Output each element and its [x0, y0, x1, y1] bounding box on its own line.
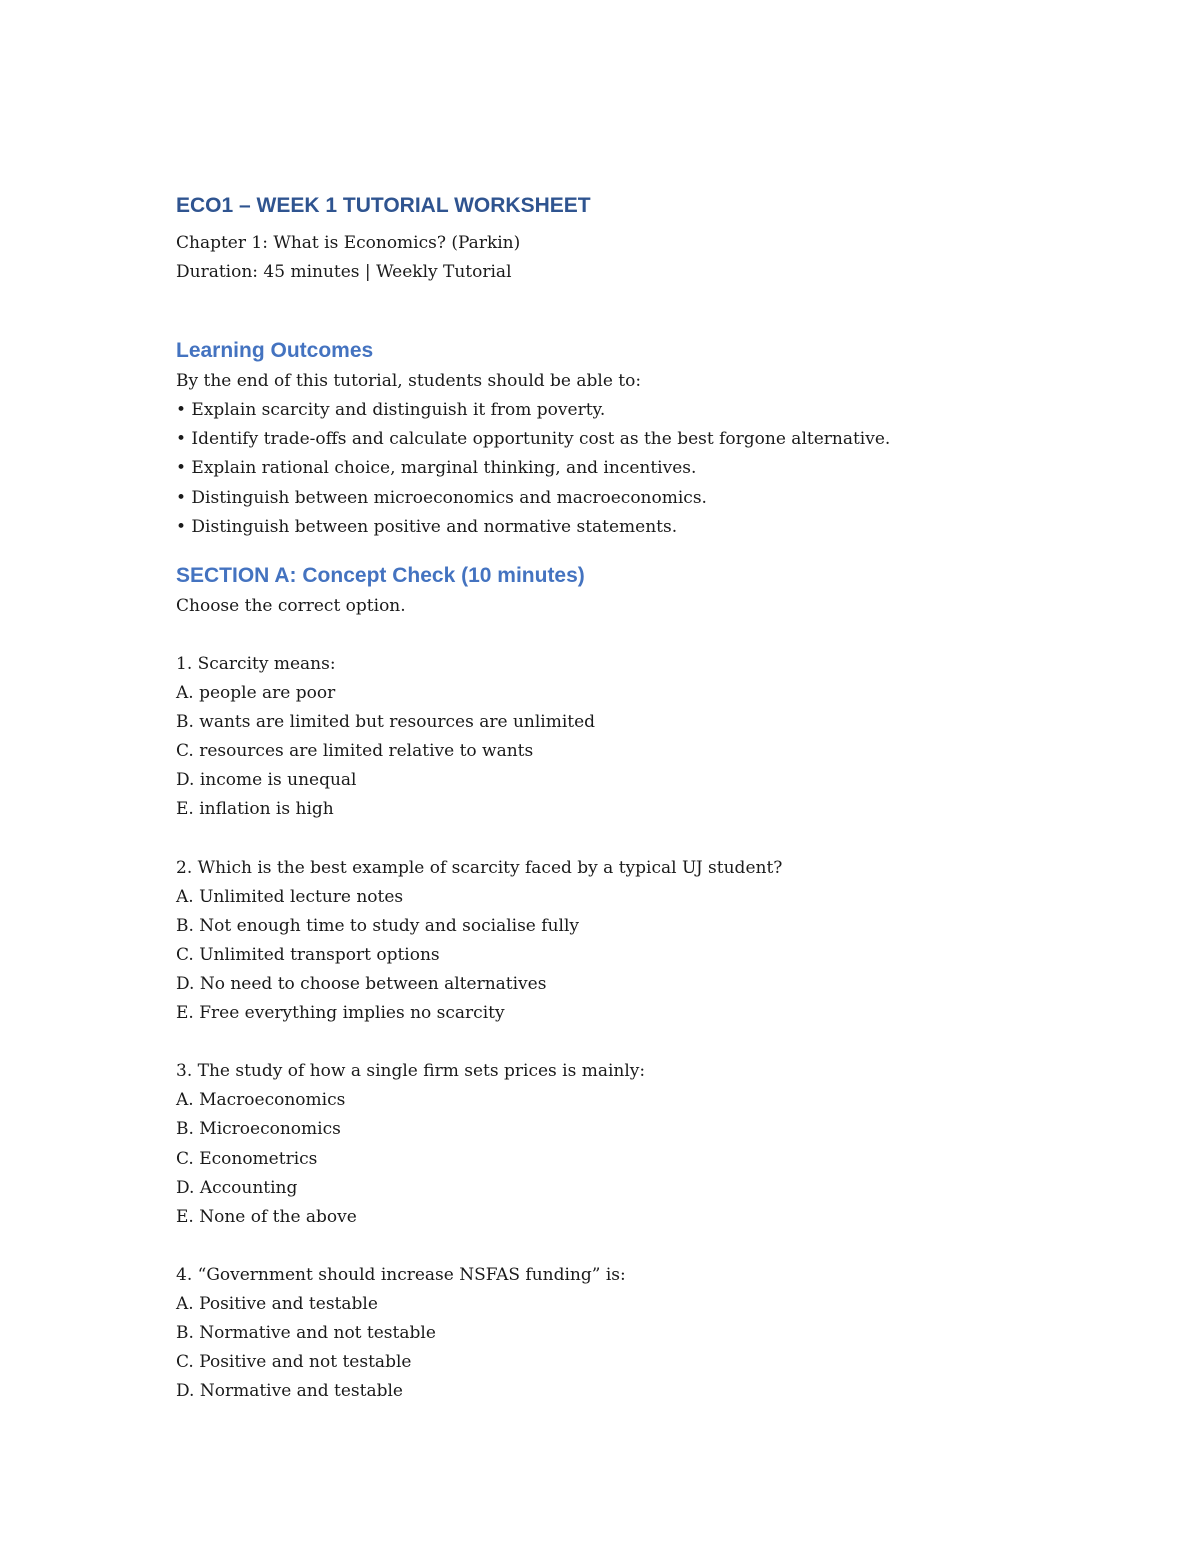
answer-option: D. Accounting	[176, 1177, 298, 1198]
spacer-line	[176, 1232, 1116, 1261]
outcome-item: • Distinguish between positive and normative statements.	[176, 516, 678, 537]
question-text: 1. Scarcity means:	[176, 653, 336, 674]
answer-option: C. resources are limited relative to wants	[176, 741, 534, 762]
answer-option: A. Positive and testable	[176, 1294, 378, 1314]
section-a-instruction: Choose the correct option.	[176, 595, 406, 616]
document-title: ECO1 – WEEK 1 TUTORIAL WORKSHEET	[176, 194, 591, 217]
answer-option: C. Unlimited transport options	[176, 944, 440, 965]
question-block-3	[176, 1057, 1116, 1232]
answer-option: B. Normative and not testable	[176, 1323, 436, 1344]
chapter-line: Chapter 1: What is Economics? (Parkin)	[176, 233, 521, 253]
answer-option: B. wants are limited but resources are unlimited	[176, 712, 596, 733]
question-text: 3. The study of how a single firm sets prices is mainly:	[176, 1061, 646, 1082]
answer-option: C. Positive and not testable	[176, 1352, 412, 1373]
answer-option: A. people are poor	[176, 683, 336, 704]
outcome-item: • Distinguish between microeconomics and macroeconomics.	[176, 487, 707, 508]
spacer-line	[176, 1028, 1116, 1057]
spacer-line	[176, 825, 1116, 854]
answer-option: E. inflation is high	[176, 799, 334, 820]
answer-option: E. None of the above	[176, 1206, 357, 1227]
answer-option: A. Unlimited lecture notes	[176, 886, 404, 907]
outcome-item: • Explain scarcity and distinguish it from poverty.	[176, 400, 606, 421]
answer-option: C. Econometrics	[176, 1148, 318, 1169]
question-block-2	[176, 854, 1116, 1029]
outcomes-intro: By the end of this tutorial, students should be able to:	[176, 371, 642, 392]
answer-option: D. Normative and testable	[176, 1381, 403, 1402]
question-block-4	[176, 1261, 1116, 1406]
answer-option: B. Microeconomics	[176, 1119, 341, 1140]
section-a-heading: SECTION A: Concept Check (10 minutes)	[176, 563, 585, 587]
spacer-line	[176, 621, 1116, 650]
question-block-1	[176, 650, 1116, 825]
worksheet-page	[176, 190, 1116, 1406]
question-text: 2. Which is the best example of scarcity faced by a typical UJ student?	[176, 857, 783, 878]
outcomes-list	[176, 396, 1116, 541]
answer-option: B. Not enough time to study and socialise fully	[176, 915, 579, 936]
outcome-item: • Explain rational choice, marginal thinking, and incentives.	[176, 458, 697, 479]
answer-option: D. No need to choose between alternatives	[176, 973, 547, 994]
learning-outcomes-heading: Learning Outcomes	[176, 339, 374, 363]
outcome-item: • Identify trade-offs and calculate opportunity cost as the best forgone alternative.	[176, 429, 891, 450]
answer-option: D. income is unequal	[176, 770, 357, 791]
duration-line: Duration: 45 minutes | Weekly Tutorial	[176, 262, 512, 283]
question-text: 4. “Government should increase NSFAS funding” is:	[176, 1264, 626, 1285]
answer-option: E. Free everything implies no scarcity	[176, 1003, 505, 1024]
answer-option: A. Macroeconomics	[176, 1090, 346, 1111]
